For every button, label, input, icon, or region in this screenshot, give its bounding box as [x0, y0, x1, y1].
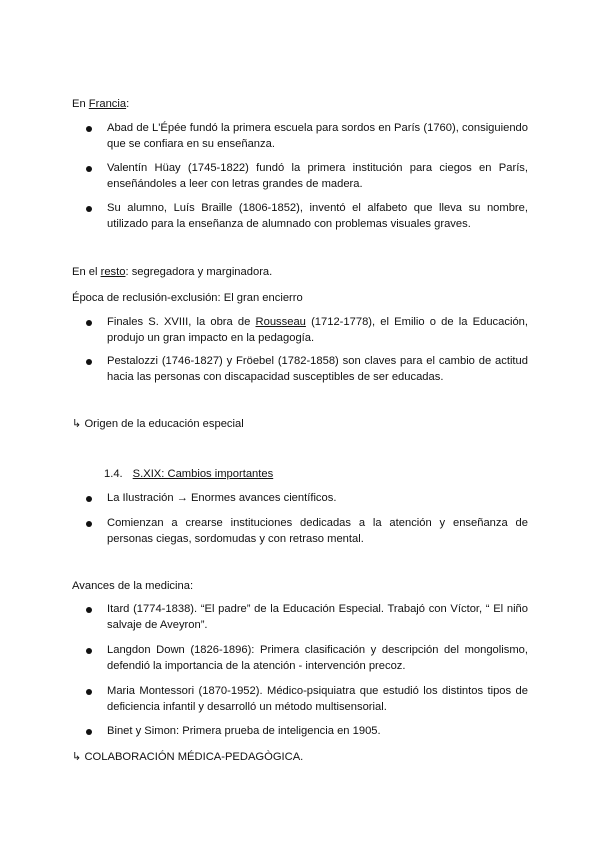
- francia-prefix: En: [72, 98, 89, 110]
- section-heading: [104, 466, 273, 482]
- bullet-dot-icon: [86, 729, 92, 735]
- list-item: Itard (1774-1838). “El padre” de la Educación Especial. Trabajó con Víctor, “ El niño: [107, 603, 528, 615]
- list-item: Binet y Simon: Primera prueba de inteligencia en 1905.: [107, 725, 381, 737]
- list-item-cont: hacia las personas con discapacidad susceptibles de ser educadas.: [107, 371, 444, 383]
- bullet-dot-icon: [86, 359, 92, 365]
- resto-suffix: : segregadora y marginadora.: [125, 266, 273, 278]
- francia-link[interactable]: Francia: [88, 98, 127, 110]
- list-item: Pestalozzi (1746-1827) y Fröebel (1782-1858) son claves para el cambio de actitud: [107, 355, 528, 367]
- bullet-dot-icon: [86, 126, 92, 132]
- rousseau-link[interactable]: Rousseau: [255, 316, 306, 328]
- francia-suffix: :: [126, 98, 130, 110]
- rousseau-after: (1712-1778), el Emilio o de la Educación,: [305, 316, 528, 328]
- resto-link[interactable]: resto: [100, 266, 126, 278]
- list-item: Su alumno, Luís Braille (1806-1852), inventó el alfabeto que lleva su nombre,: [107, 202, 528, 214]
- medicina-title: Avances de la medicina:: [72, 580, 194, 592]
- origen-line: ↳ Origen de la educación especial: [72, 418, 244, 430]
- list-item: La Ilustración → Enormes avances científicos.: [107, 492, 337, 504]
- list-item: Langdon Down (1826-1896): Primera clasificación y descripción del mongolismo,: [107, 644, 528, 656]
- list-item-cont: produjo un gran impacto en la pedagogía.: [107, 332, 315, 344]
- epoca-title: Época de reclusión-exclusión: El gran encierro: [72, 292, 303, 304]
- bullet-dot-icon: [86, 607, 92, 613]
- bullet-dot-icon: [86, 166, 92, 172]
- section-title: S.XIX: Cambios importantes: [132, 468, 274, 480]
- list-item-cont: enseñándoles a leer con letras grandes de madera.: [107, 178, 363, 190]
- list-item: [107, 314, 528, 330]
- bullet-dot-icon: [86, 689, 92, 695]
- list-item-cont: utilizado para la enseñanza de alumnado con problemas visuales graves.: [107, 218, 471, 230]
- list-item-cont: deficiencia infantil y desarrolló un método multisensorial.: [107, 701, 387, 713]
- section-number: 1.4.: [104, 468, 123, 480]
- list-item-cont: defendió la importancia de la atención - intervención precoz.: [107, 660, 406, 672]
- resto-line: [72, 264, 272, 280]
- list-item: Maria Montessori (1870-1952). Médico-psiquiatra que estudió los distintos tipos de: [107, 685, 528, 697]
- list-item-cont: personas ciegas, sordomudas y con retraso mental.: [107, 533, 364, 545]
- bullet-dot-icon: [86, 206, 92, 212]
- rousseau-before: Finales S. XVIII, la obra de: [107, 316, 256, 328]
- list-item: Valentín Hüay (1745-1822) fundó la primera institución para ciegos en París,: [107, 162, 528, 174]
- resto-prefix: En el: [72, 266, 101, 278]
- bullet-dot-icon: [86, 320, 92, 326]
- list-item-cont: salvaje de Aveyron”.: [107, 619, 208, 631]
- list-item: Abad de L'Épée fundó la primera escuela para sordos en París (1760), consiguiendo: [107, 122, 528, 134]
- bullet-dot-icon: [86, 496, 92, 502]
- francia-heading: [72, 96, 129, 112]
- list-item: Comienzan a crearse instituciones dedicadas a la atención y enseñanza de: [107, 517, 528, 529]
- bullet-dot-icon: [86, 648, 92, 654]
- bullet-dot-icon: [86, 521, 92, 527]
- list-item-cont: que se confiara en su enseñanza.: [107, 138, 275, 150]
- colaboracion-line: ↳ COLABORACIÓN MÉDICA-PEDAGÒGICA.: [72, 751, 304, 763]
